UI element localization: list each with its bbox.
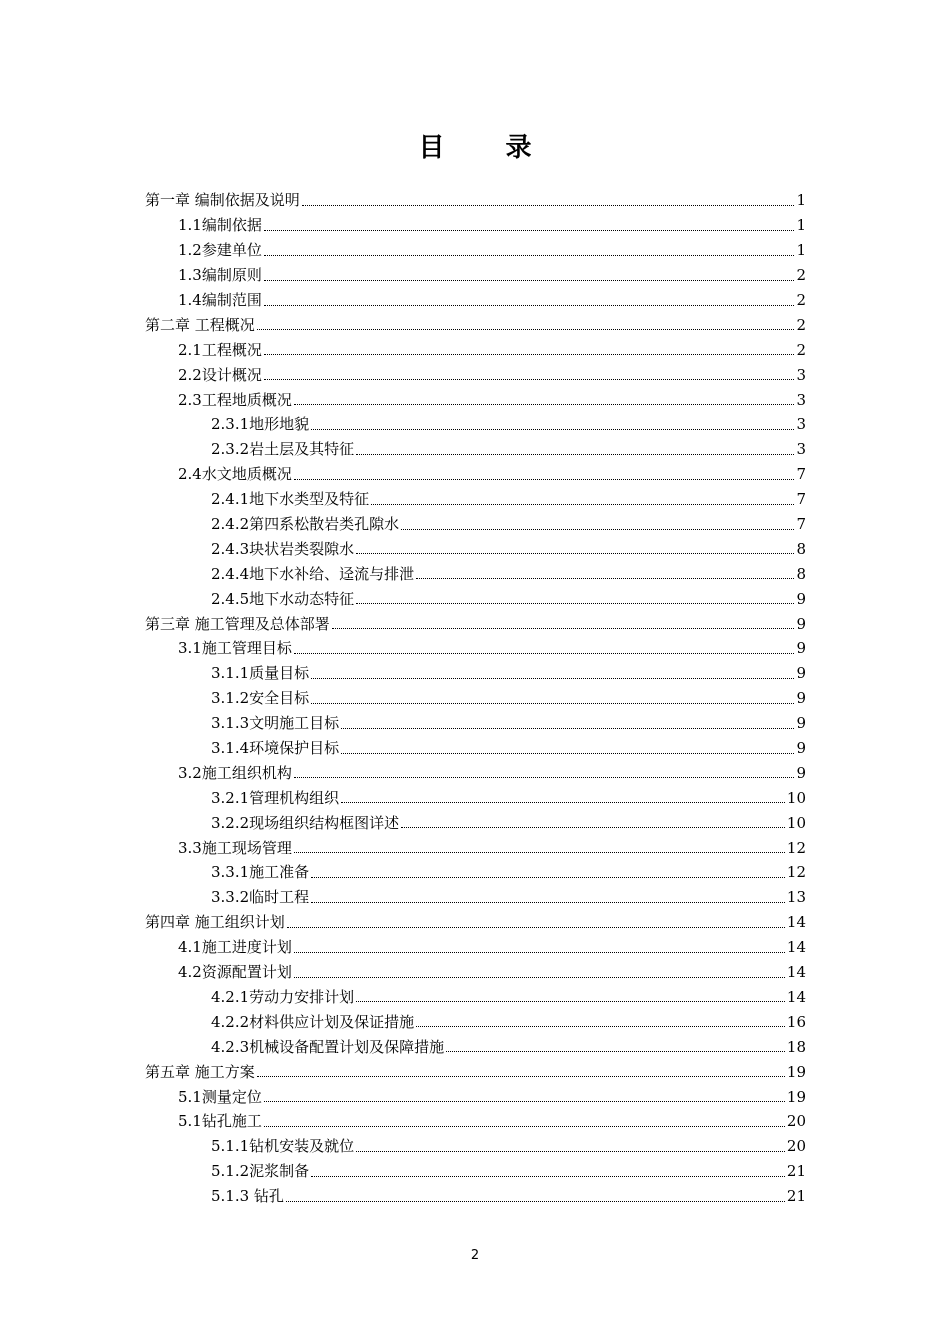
toc-dot-leader [294, 852, 785, 853]
toc-entry-page: 7 [796, 515, 806, 534]
toc-entry-page: 2 [796, 291, 806, 309]
toc-dot-leader [371, 504, 794, 505]
toc-entry[interactable] [211, 536, 806, 561]
toc-dot-leader [257, 329, 795, 330]
toc-entry[interactable] [178, 835, 806, 860]
toc-entry-page: 14 [786, 987, 806, 1006]
toc-entry-page: 18 [786, 1037, 806, 1056]
toc-entry-page: 14 [786, 913, 806, 932]
toc-entry[interactable] [211, 1134, 806, 1159]
toc-entry[interactable] [178, 636, 806, 661]
toc-dot-leader [294, 952, 785, 953]
toc-entry-label: 3.3.2临时工程 [211, 888, 310, 907]
toc-entry-label: 第二章 工程概况 [145, 315, 255, 334]
toc-dot-leader [341, 728, 794, 729]
toc-entry-label: 5.1.3 钻孔 [211, 1187, 284, 1206]
toc-entry-label: 5.1.2泥浆制备 [211, 1162, 310, 1181]
toc-entry-page: 10 [786, 788, 806, 807]
toc-entry-page: 3 [796, 390, 806, 409]
toc-dot-leader [311, 877, 785, 878]
toc-dot-leader [294, 404, 795, 405]
toc-entry-label: 第一章 编制依据及说明 [145, 191, 300, 210]
toc-entry-page: 7 [796, 465, 806, 484]
toc-entry[interactable] [211, 1159, 806, 1184]
toc-entry-label: 4.2.3机械设备配置计划及保障措施 [211, 1037, 445, 1056]
toc-entry-page: 3 [796, 365, 806, 384]
toc-entry-label: 3.3.1施工准备 [211, 863, 310, 882]
toc-entry-page: 1 [796, 216, 806, 235]
toc-entry[interactable] [145, 910, 806, 935]
toc-entry-page: 1 [796, 191, 806, 210]
toc-dot-leader [294, 653, 795, 654]
toc-entry-page: 19 [786, 1087, 806, 1106]
toc-dot-leader [257, 1076, 785, 1077]
toc-entry-label: 3.2.2现场组织结构框图详述 [211, 813, 400, 832]
toc-entry-label: 2.1工程概况 [178, 340, 262, 359]
toc-entry-page: 20 [786, 1137, 806, 1156]
toc-entry-page: 9 [796, 739, 806, 758]
toc-entry-label: 3.1.3文明施工目标 [211, 714, 340, 733]
toc-entry-page: 12 [786, 863, 806, 882]
toc-dot-leader [311, 429, 794, 430]
toc-entry[interactable] [211, 736, 806, 761]
toc-entry-label: 4.2.1劳动力安排计划 [211, 987, 355, 1006]
toc-entry[interactable] [178, 760, 806, 785]
toc-entry-label: 5.1钻孔施工 [178, 1112, 262, 1131]
toc-entry[interactable] [211, 412, 806, 437]
toc-entry[interactable] [178, 337, 806, 362]
toc-entry-page: 9 [796, 689, 806, 708]
toc-dot-leader [416, 1026, 785, 1027]
toc-entry[interactable] [145, 611, 806, 636]
toc-entry-label: 3.1.4环境保护目标 [211, 739, 340, 758]
toc-entry-label: 3.3施工现场管理 [178, 838, 292, 857]
toc-entry-page: 21 [786, 1162, 806, 1181]
toc-dot-leader [264, 305, 795, 306]
toc-entry[interactable] [211, 487, 806, 512]
toc-entry-page: 9 [796, 714, 806, 733]
toc-entry-page: 9 [796, 763, 806, 782]
toc-dot-leader [356, 553, 794, 554]
toc-entry[interactable] [178, 362, 806, 387]
toc-entry-label: 1.2参建单位 [178, 241, 262, 260]
toc-dot-leader [287, 927, 785, 928]
toc-entry-page: 10 [786, 813, 806, 832]
toc-entry[interactable] [211, 1009, 806, 1034]
toc-entry-label: 2.4.2第四系松散岩类孔隙水 [211, 515, 400, 534]
toc-entry-page: 7 [796, 490, 806, 509]
toc-entry[interactable] [211, 437, 806, 462]
toc-entry-page: 8 [796, 564, 806, 583]
toc-entry[interactable] [145, 188, 806, 213]
toc-entry-label: 2.3.1地形地貌 [211, 415, 310, 434]
toc-dot-leader [302, 205, 795, 206]
toc-entry-page: 9 [796, 589, 806, 608]
toc-entry-label: 2.4.4地下水补给、迳流与排泄 [211, 564, 415, 583]
toc-entry[interactable] [211, 860, 806, 885]
toc-entry-label: 1.4编制范围 [178, 291, 262, 309]
toc-entry-label: 第四章 施工组织计划 [145, 913, 285, 932]
toc-entry[interactable] [211, 512, 806, 537]
toc-entry-page: 14 [786, 938, 806, 957]
toc-dot-leader [264, 280, 795, 281]
toc-entry-page: 16 [786, 1012, 806, 1031]
toc-entry-page: 9 [796, 639, 806, 658]
toc-entry-label: 4.1施工进度计划 [178, 938, 292, 957]
toc-entry-page: 14 [786, 963, 806, 982]
toc-dot-leader [401, 827, 785, 828]
toc-entry[interactable] [211, 586, 806, 611]
toc-dot-leader [294, 977, 785, 978]
toc-entry[interactable] [178, 935, 806, 960]
toc-entry-label: 2.4.1地下水类型及特征 [211, 490, 370, 509]
toc-entry[interactable] [211, 1034, 806, 1059]
toc-entry-page: 2 [796, 340, 806, 359]
toc-entry[interactable] [178, 387, 806, 412]
toc-dot-leader [356, 454, 794, 455]
toc-entry[interactable] [178, 1084, 806, 1109]
toc-entry[interactable] [178, 263, 806, 288]
toc-entry-page: 20 [786, 1112, 806, 1131]
toc-dot-leader [264, 1126, 785, 1127]
toc-dot-leader [286, 1201, 785, 1202]
toc-entry-label: 3.1.1质量目标 [211, 664, 310, 683]
toc-entry[interactable] [211, 1184, 806, 1209]
toc-entry[interactable] [211, 561, 806, 586]
toc-entry-label: 1.1编制依据 [178, 216, 262, 235]
toc-entry-label: 1.3编制原则 [178, 266, 262, 285]
toc-entry[interactable] [178, 213, 806, 238]
toc-entry[interactable] [178, 288, 806, 313]
toc-dot-leader [294, 479, 795, 480]
toc-entry[interactable] [178, 462, 806, 487]
toc-entry-label: 3.1施工管理目标 [178, 639, 292, 658]
toc-entry-page: 2 [796, 315, 806, 334]
toc-entry-label: 2.4.5地下水动态特征 [211, 589, 355, 608]
toc-entry-label: 3.1.2安全目标 [211, 689, 310, 708]
toc-title: 目 录 [418, 133, 558, 163]
toc-entry-page: 9 [796, 614, 806, 633]
toc-entry-label: 5.1测量定位 [178, 1087, 262, 1106]
toc-entry[interactable] [211, 885, 806, 910]
toc-entry[interactable] [145, 312, 806, 337]
toc-dot-leader [356, 1151, 785, 1152]
toc-entry-label: 4.2资源配置计划 [178, 963, 292, 982]
toc-entry-label: 3.2.1管理机构组织 [211, 788, 340, 807]
toc-dot-leader [311, 1176, 785, 1177]
toc-entry-label: 2.4水文地质概况 [178, 465, 292, 484]
toc-entry-label: 4.2.2材料供应计划及保证措施 [211, 1012, 415, 1031]
page-number: 2 [470, 1248, 480, 1263]
toc-entry-page: 12 [786, 838, 806, 857]
toc-entry[interactable] [178, 960, 806, 985]
toc-dot-leader [264, 379, 795, 380]
toc-entry-label: 2.3.2岩土层及其特征 [211, 440, 355, 459]
toc-entry-page: 3 [796, 415, 806, 434]
toc-dot-leader [341, 802, 785, 803]
toc-entry-page: 8 [796, 539, 806, 558]
toc-entry[interactable] [211, 985, 806, 1010]
toc-dot-leader [311, 902, 785, 903]
toc-dot-leader [356, 603, 794, 604]
toc-entry-page: 1 [796, 241, 806, 260]
toc-entry-label: 2.2设计概况 [178, 365, 262, 384]
toc-dot-leader [401, 529, 794, 530]
toc-entry-page: 19 [786, 1062, 806, 1081]
toc-entry[interactable] [211, 661, 806, 686]
toc-dot-leader [341, 753, 794, 754]
table-of-contents [0, 188, 950, 1209]
toc-entry-page: 13 [786, 888, 806, 907]
toc-dot-leader [264, 1101, 785, 1102]
toc-dot-leader [294, 777, 795, 778]
toc-entry[interactable] [178, 238, 806, 263]
toc-entry[interactable] [211, 810, 806, 835]
toc-entry-label: 第三章 施工管理及总体部署 [145, 614, 330, 633]
toc-entry-label: 2.3工程地质概况 [178, 390, 292, 409]
toc-dot-leader [264, 255, 795, 256]
toc-dot-leader [311, 703, 794, 704]
toc-dot-leader [416, 578, 794, 579]
toc-entry[interactable] [211, 686, 806, 711]
toc-entry-label: 2.4.3块状岩类裂隙水 [211, 539, 355, 558]
toc-entry[interactable] [178, 1109, 806, 1134]
toc-entry[interactable] [211, 711, 806, 736]
toc-dot-leader [356, 1001, 785, 1002]
toc-entry-label: 5.1.1钻机安装及就位 [211, 1137, 355, 1156]
toc-entry-label: 3.2施工组织机构 [178, 763, 292, 782]
toc-dot-leader [264, 354, 795, 355]
toc-dot-leader [311, 678, 794, 679]
toc-entry-page: 9 [796, 664, 806, 683]
toc-dot-leader [446, 1051, 785, 1052]
toc-dot-leader [264, 230, 795, 231]
toc-entry[interactable] [145, 1059, 806, 1084]
toc-entry-label: 第五章 施工方案 [145, 1062, 255, 1081]
toc-entry-page: 3 [796, 440, 806, 459]
toc-entry[interactable] [211, 785, 806, 810]
toc-entry-page: 21 [786, 1187, 806, 1206]
toc-entry-page: 2 [796, 266, 806, 285]
toc-dot-leader [332, 628, 795, 629]
